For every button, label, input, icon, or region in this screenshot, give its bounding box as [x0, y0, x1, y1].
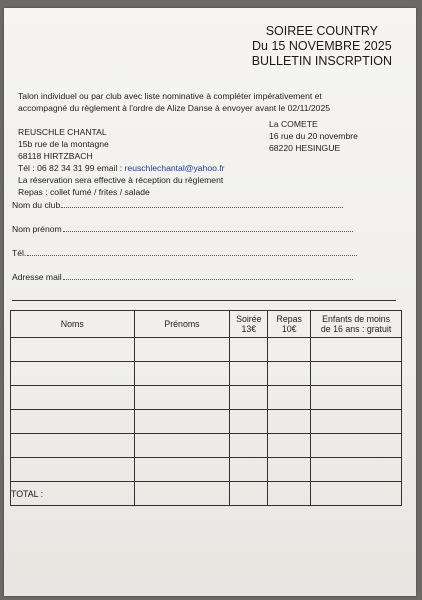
col-header-noms: Noms [11, 311, 135, 338]
club-field-dotted-line[interactable] [61, 200, 343, 208]
cell-soiree[interactable] [230, 338, 268, 362]
reservation-note: La réservation sera effective à réception du règlement [18, 175, 224, 185]
cell-repas[interactable] [268, 410, 311, 434]
cell-enfants[interactable] [311, 410, 402, 434]
cell-repas[interactable] [268, 458, 311, 482]
cell-prenoms[interactable] [134, 338, 230, 362]
cell-repas[interactable] [268, 386, 311, 410]
venue-name: La COMETE [269, 119, 318, 129]
participants-table [10, 310, 402, 506]
cell-prenoms[interactable] [134, 362, 230, 386]
registration-form-sheet [4, 8, 416, 596]
club-field[interactable] [12, 200, 343, 210]
cell-enfants[interactable] [311, 338, 402, 362]
cell-soiree[interactable] [230, 362, 268, 386]
cell-enfants[interactable] [311, 386, 402, 410]
name-field[interactable] [12, 224, 353, 234]
organizer-phone-email [18, 162, 225, 174]
col-header-prenoms: Prénoms [134, 311, 230, 338]
cell-noms[interactable] [11, 458, 135, 482]
organizer-city: 68118 HIRTZBACH [18, 151, 93, 161]
cell-soiree[interactable] [230, 410, 268, 434]
cell-prenoms[interactable] [134, 410, 230, 434]
table-body [11, 338, 402, 506]
table-row [11, 458, 402, 482]
cell-prenoms[interactable] [134, 458, 230, 482]
table-row [11, 410, 402, 434]
instructions-line-1: Talon individuel ou par club avec liste nominative à compléter impérativement et [18, 91, 322, 101]
cell-prenoms[interactable] [134, 386, 230, 410]
table-row [11, 362, 402, 386]
cell-repas[interactable] [268, 362, 311, 386]
total-cell-repas[interactable] [268, 482, 311, 506]
total-cell-soiree[interactable] [230, 482, 268, 506]
cell-repas[interactable] [268, 338, 311, 362]
name-field-label: Nom prénom [12, 224, 62, 234]
instructions-line-2: accompagné du règlement à l'ordre de Alize Danse à envoyer avant le 02/11/2025 [18, 103, 331, 113]
event-name: SOIREE COUNTRY [265, 24, 378, 38]
venue-address [269, 118, 358, 154]
organizer-phone: Tél : 06 82 34 31 99 email : [18, 163, 125, 173]
cell-prenoms[interactable] [134, 434, 230, 458]
organizer-email: reuschlechantal@yahoo.fr [124, 163, 225, 173]
email-field[interactable] [12, 272, 353, 282]
form-title [252, 24, 392, 69]
cell-noms[interactable] [11, 338, 135, 362]
total-label: TOTAL : [11, 482, 135, 506]
table-row [11, 386, 402, 410]
organizer-street: 15b rue de la montagne [18, 139, 109, 149]
name-field-dotted-line[interactable] [63, 224, 353, 232]
cell-enfants[interactable] [311, 458, 402, 482]
event-date: Du 15 NOVEMBRE 2025 [252, 39, 392, 53]
email-field-label: Adresse mail [12, 272, 62, 282]
cell-repas[interactable] [268, 434, 311, 458]
col-header-soiree: Soirée 13€ [230, 311, 268, 338]
table-header-row [11, 311, 402, 338]
cell-noms[interactable] [11, 362, 135, 386]
cell-noms[interactable] [11, 410, 135, 434]
venue-city: 68220 HESINGUE [269, 143, 341, 153]
form-heading: BULLETIN INSCRPTION [251, 54, 392, 68]
cell-soiree[interactable] [230, 434, 268, 458]
organizer-name: REUSCHLE CHANTAL [18, 127, 107, 137]
meal-note: Repas : collet fumé / frites / salade [18, 187, 150, 197]
total-cell-prenoms[interactable] [134, 482, 230, 506]
cell-enfants[interactable] [311, 434, 402, 458]
cell-noms[interactable] [11, 386, 135, 410]
phone-field[interactable] [12, 248, 357, 258]
cell-noms[interactable] [11, 434, 135, 458]
col-header-enfants: Enfants de moins de 16 ans : gratuit [311, 311, 402, 338]
table-row [11, 434, 402, 458]
cell-soiree[interactable] [230, 458, 268, 482]
cell-soiree[interactable] [230, 386, 268, 410]
cell-enfants[interactable] [311, 362, 402, 386]
total-row [11, 482, 402, 506]
organizer-contact [18, 126, 225, 198]
total-cell-enfants[interactable] [311, 482, 402, 506]
table-row [11, 338, 402, 362]
club-field-label: Nom du club [12, 200, 61, 210]
phone-field-label: Tél. [12, 248, 27, 258]
phone-field-dotted-line[interactable] [27, 248, 357, 256]
col-header-repas: Repas 10€ [268, 311, 311, 338]
email-field-dotted-line[interactable] [63, 272, 353, 280]
separator-line [12, 300, 396, 301]
instructions [18, 90, 330, 114]
venue-street: 16 rue du 20 novembre [269, 131, 358, 141]
